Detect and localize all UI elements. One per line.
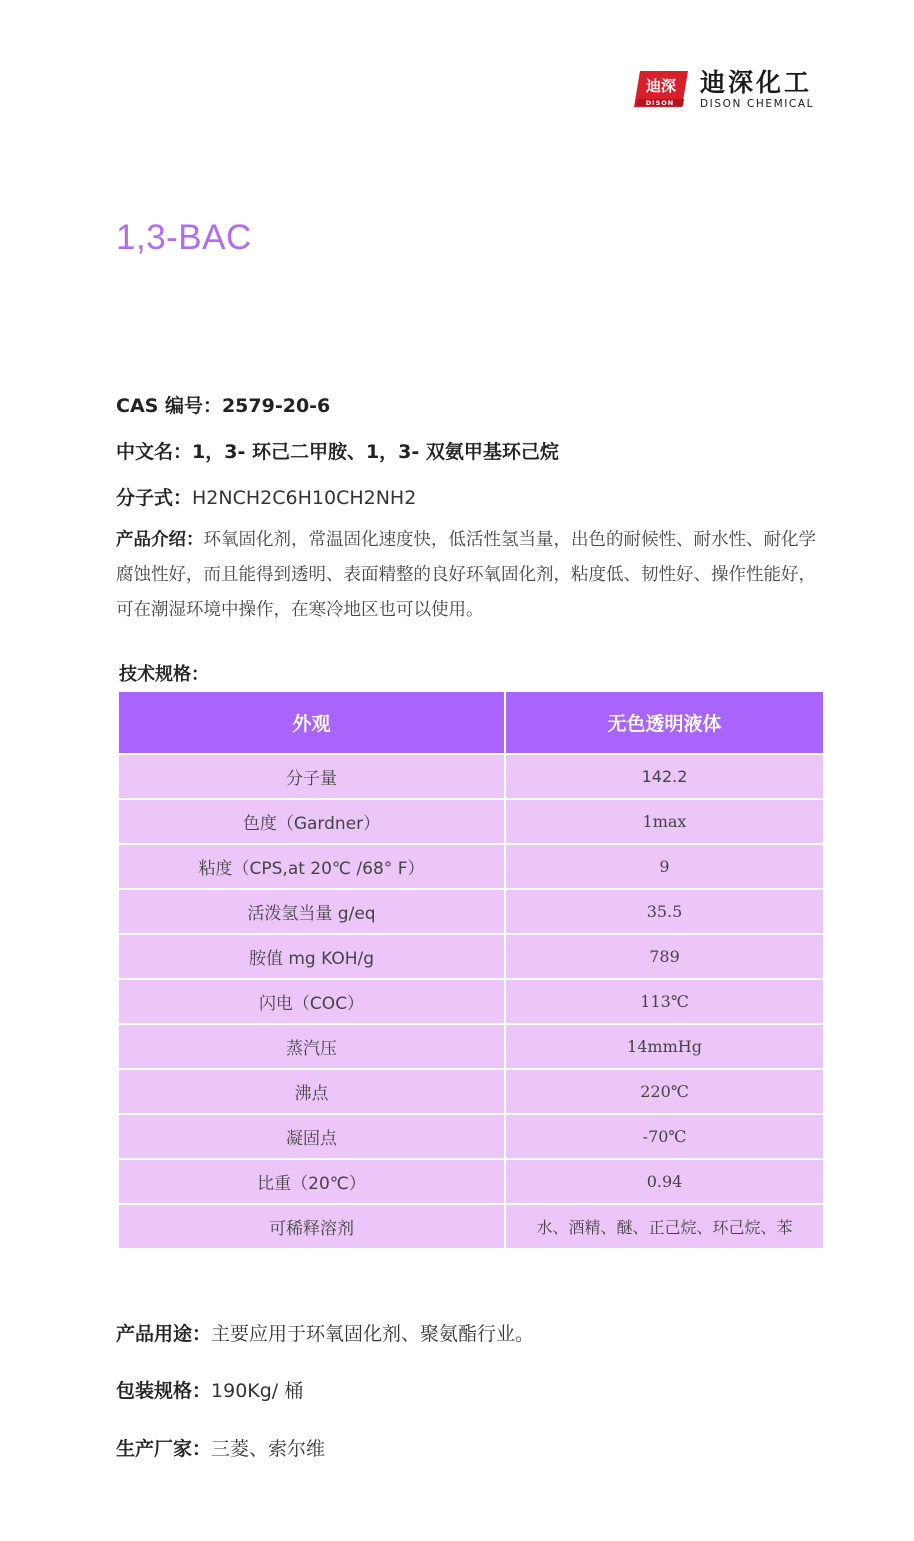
product-title: 1,3-BAC bbox=[116, 218, 252, 257]
spec-table bbox=[117, 690, 825, 1250]
cn-name-line bbox=[116, 437, 559, 464]
table-row bbox=[118, 934, 824, 979]
badge-cn-text: 迪深 bbox=[645, 77, 677, 95]
spec-key: 分子量 bbox=[118, 754, 505, 799]
spec-value: 35.5 bbox=[505, 889, 824, 934]
spec-key: 闪电（COC） bbox=[118, 979, 505, 1024]
spec-value: 水、酒精、醚、正己烷、环己烷、苯 bbox=[505, 1204, 824, 1249]
spec-key: 凝固点 bbox=[118, 1114, 505, 1159]
dison-badge-icon bbox=[632, 69, 690, 109]
spec-header-value: 无色透明液体 bbox=[505, 691, 824, 754]
table-row bbox=[118, 889, 824, 934]
spec-key: 蒸汽压 bbox=[118, 1024, 505, 1069]
packing-label: 包装规格： bbox=[116, 1380, 212, 1402]
logo-name-cn: 迪深化工 bbox=[700, 67, 813, 97]
intro-value: 环氧固化剂，常温固化速度快，低活性氢当量，出色的耐候性、耐水性、耐化学腐蚀性好，而且能得到透明、表面精整的良好环氧固化剂，粘度低、韧性好、操作性能好，可在潮湿环境中操作，在寒冷地区也可以使用。 bbox=[116, 530, 816, 620]
product-intro bbox=[116, 523, 826, 628]
table-row bbox=[118, 1069, 824, 1114]
table-row bbox=[118, 754, 824, 799]
badge-en-text: DISON bbox=[645, 99, 675, 107]
spec-key: 色度（Gardner） bbox=[118, 799, 505, 844]
spec-key: 粘度（CPS,at 20℃ /68° F） bbox=[118, 844, 505, 889]
spec-value: 113℃ bbox=[505, 979, 824, 1024]
maker-label: 生产厂家： bbox=[116, 1438, 212, 1460]
spec-value: -70℃ bbox=[505, 1114, 824, 1159]
usage-label: 产品用途： bbox=[116, 1323, 212, 1345]
cn-name-value: 1，3- 环己二甲胺、1，3- 双氨甲基环己烷 bbox=[192, 441, 559, 463]
spec-value: 1max bbox=[505, 799, 824, 844]
intro-label: 产品介绍： bbox=[116, 530, 204, 550]
table-row bbox=[118, 844, 824, 889]
usage-value: 主要应用于环氧固化剂、聚氨酯行业。 bbox=[211, 1323, 535, 1345]
table-row bbox=[118, 799, 824, 844]
packing-line bbox=[116, 1376, 303, 1403]
formula-value: H2NCH2C6H10CH2NH2 bbox=[192, 487, 417, 509]
table-row bbox=[118, 1159, 824, 1204]
spec-header-row bbox=[118, 691, 824, 754]
spec-key: 活泼氢当量 g/eq bbox=[118, 889, 505, 934]
logo-name-en: DISON CHEMICAL bbox=[700, 97, 815, 110]
spec-header-key: 外观 bbox=[118, 691, 505, 754]
table-row bbox=[118, 1114, 824, 1159]
spec-value: 142.2 bbox=[505, 754, 824, 799]
usage-line bbox=[116, 1319, 534, 1346]
spec-value: 220℃ bbox=[505, 1069, 824, 1114]
spec-value: 789 bbox=[505, 934, 824, 979]
cn-name-label: 中文名： bbox=[116, 441, 193, 463]
spec-key: 沸点 bbox=[118, 1069, 505, 1114]
table-row bbox=[118, 1204, 824, 1249]
formula-line bbox=[116, 483, 416, 510]
table-row bbox=[118, 1024, 824, 1069]
cas-label: CAS 编号： bbox=[116, 395, 222, 417]
packing-value: 190Kg/ 桶 bbox=[211, 1380, 304, 1402]
formula-label: 分子式： bbox=[116, 487, 193, 509]
spec-label: 技术规格： bbox=[119, 664, 209, 685]
spec-value: 14mmHg bbox=[505, 1024, 824, 1069]
spec-key: 比重（20℃） bbox=[118, 1159, 505, 1204]
spec-value: 0.94 bbox=[505, 1159, 824, 1204]
spec-key: 可稀释溶剂 bbox=[118, 1204, 505, 1249]
spec-value: 9 bbox=[505, 844, 824, 889]
maker-line bbox=[116, 1434, 325, 1461]
maker-value: 三菱、索尔维 bbox=[211, 1438, 326, 1460]
table-row bbox=[118, 979, 824, 1024]
cas-line bbox=[116, 391, 330, 418]
cas-value: 2579-20-6 bbox=[221, 395, 331, 417]
spec-key: 胺值 mg KOH/g bbox=[118, 934, 505, 979]
company-logo bbox=[632, 68, 814, 110]
